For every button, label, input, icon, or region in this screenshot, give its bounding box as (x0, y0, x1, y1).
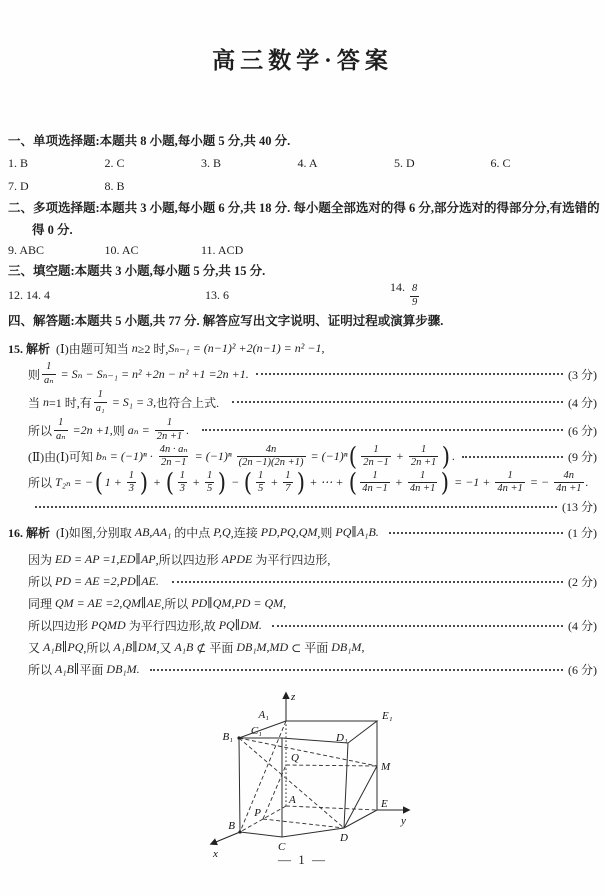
q15-solution-line: 15. 解析 (Ⅰ)由题可知当 n ≥2 时, Sₙ₋₁ = (n−1)² +2(n−1) = n² −1, (8, 340, 325, 356)
q16-solution-line: 所以 PD = AE =2,PD∥AE. (2 分) (28, 574, 597, 590)
segment-B1M (239, 738, 377, 766)
answers-row-7-8 (8, 178, 597, 195)
answer-6: 6. C (490, 156, 511, 170)
answer-10: 10. AC (104, 243, 139, 257)
q15-solution-line: 当 n =1 时,有 $\frac{1}{\text{a₁}}$ = S₁ = 3, 也符合上式. (4 分) (28, 389, 597, 414)
prism-diagram (152, 685, 424, 861)
coordinate-axes (211, 690, 409, 844)
page-number: — 1 — (278, 851, 327, 867)
answer-3: 3. B (201, 156, 222, 170)
answer-13: 13. 6 (205, 287, 229, 302)
vertex-label-m: M (381, 760, 391, 773)
q16-solution-line: 所以四边形 PQMD 为平行四边形,故 PQ∥DM. (4 分) (28, 618, 597, 634)
q16-solution-line: 因为 ED = AP =1,ED∥AP ,所以四边形 APDE 为平行四边形, (28, 552, 331, 568)
segment-PQ (263, 765, 286, 819)
page-title: 高三数学·答案 (212, 48, 393, 73)
q15-solution-line: 所以 T₂ₙ = − ( 1 + $\frac{1}{3}$ ) + ( $\frac{1}{3}$ + $\frac{1}{5}$ ) − ( $\frac{1}{5}$ + $\frac{1}{7}$ ) + ⋯ + ( $\frac{1}{4n -1}$ + $\frac{1}{4n +1}$ ) = −1 + $\frac{1}{4n +1}$ = − $\frac{4n}{4n +1}$ . (28, 469, 589, 496)
q15-solution-line: (Ⅱ)由(Ⅰ)可知 bₙ = (−1)ⁿ · $\frac{\text{4n · aₙ}}{2n -1}$ = (−1)ⁿ $\frac{4n}{(2n -1)(2n +1)}$ = (−1)ⁿ ( $\frac{1}{2n -1}$ + $\frac{1}{2n +1}$ ) . (9 分) (28, 443, 597, 470)
answers-row-1-6 (8, 155, 597, 172)
vertex-label-e: E (381, 797, 388, 810)
vertex-label-p: P (254, 806, 261, 819)
section4-header: 四、解答题:本题共 5 小题,共 77 分. 解答应写出文字说明、证明过程或演算步骤. (8, 314, 444, 328)
vertex-label-d: D (340, 831, 348, 844)
vertex-label-b: B (228, 819, 235, 832)
segment-AE (286, 806, 377, 810)
answer-14: 14. $\frac{8}{9}$ (390, 280, 418, 308)
vertex-label-c: C (278, 840, 286, 853)
vertex-label-e1: E₁ (382, 709, 393, 722)
answer-4: 4. A (297, 156, 318, 170)
q16-solution-line: 16. 解析 (Ⅰ)如图,分别取 AB,AA₁ 的中点 P,Q ,连接 PD,PQ,QM ,则 PQ∥A₁B. (1 分) (8, 525, 597, 541)
section2-header-wrap: 得 0 分. (32, 223, 73, 237)
axis-label-z: z (291, 690, 296, 703)
answer-1: 1. B (8, 156, 29, 170)
q16-solution-line: 又 A₁B∥PQ ,所以 A₁B∥DM ,又 A₁B ⊄ 平面 DB₁M,MD ⊂ 平面 DB₁M , (28, 640, 365, 656)
axis-label-x: x (213, 847, 218, 860)
answer-9: 9. ABC (8, 243, 45, 257)
section2-header: 二、多项选择题:本题共 3 小题,每小题 6 分,共 18 分. 每小题全部选对的得 6 分,部分选对的得部分分,有选错的 (8, 201, 600, 215)
segment-QM (286, 765, 377, 766)
vertex-label-q: Q (291, 751, 299, 764)
vertex-label-a1: A₁ (258, 708, 269, 721)
q15-solution-line: (13 分) (28, 498, 597, 516)
section1-header: 一、单项选择题:本题共 8 小题,每小题 5 分,共 40 分. (8, 134, 291, 148)
segment-PD (263, 819, 344, 828)
section3-header: 三、填空题:本题共 3 小题,每小题 5 分,共 15 分. (8, 264, 266, 278)
axis-label-y: y (401, 814, 406, 827)
vertex-label-a: A (289, 793, 296, 806)
answer-7: 7. D (8, 179, 29, 193)
answers-row-12-14 (8, 280, 597, 310)
q16-solution-line: 同理 QM = AE =2,QM∥AE ,所以 PD∥QM,PD = QM , (28, 596, 287, 612)
vertex-label-c1: C₁ (250, 724, 262, 737)
answer-12: 12. 14. 4 (8, 287, 50, 302)
q15-solution-line: 所以 $\frac{1}{\text{aₙ}}$ =2n +1, 则 aₙ = $\frac{1}{2n +1}$ . (6 分) (28, 417, 597, 442)
answer-8: 8. B (104, 179, 125, 193)
x-axis (211, 832, 240, 844)
q16-solution-line: 所以 A₁B∥ 平面 DB₁M. (6 分) (28, 662, 597, 678)
answer-2: 2. C (104, 156, 125, 170)
answers-row-9-11 (8, 242, 597, 259)
answer-5: 5. D (394, 156, 415, 170)
answer-14-fraction: $\frac{8}{9}$ (412, 283, 418, 308)
prism-solid-edges (239, 721, 377, 837)
q15-solution-line: 则 $\frac{1}{\text{aₙ}}$ = Sₙ − Sₙ₋₁ = n² +2n − n² +1 =2n +1. (3 分) (28, 361, 597, 386)
vertex-label-d1: D₁ (336, 731, 348, 744)
vertex-label-b1: B₁ (222, 730, 233, 743)
answer-11: 11. ACD (201, 243, 244, 257)
geometry-figure (152, 685, 427, 866)
